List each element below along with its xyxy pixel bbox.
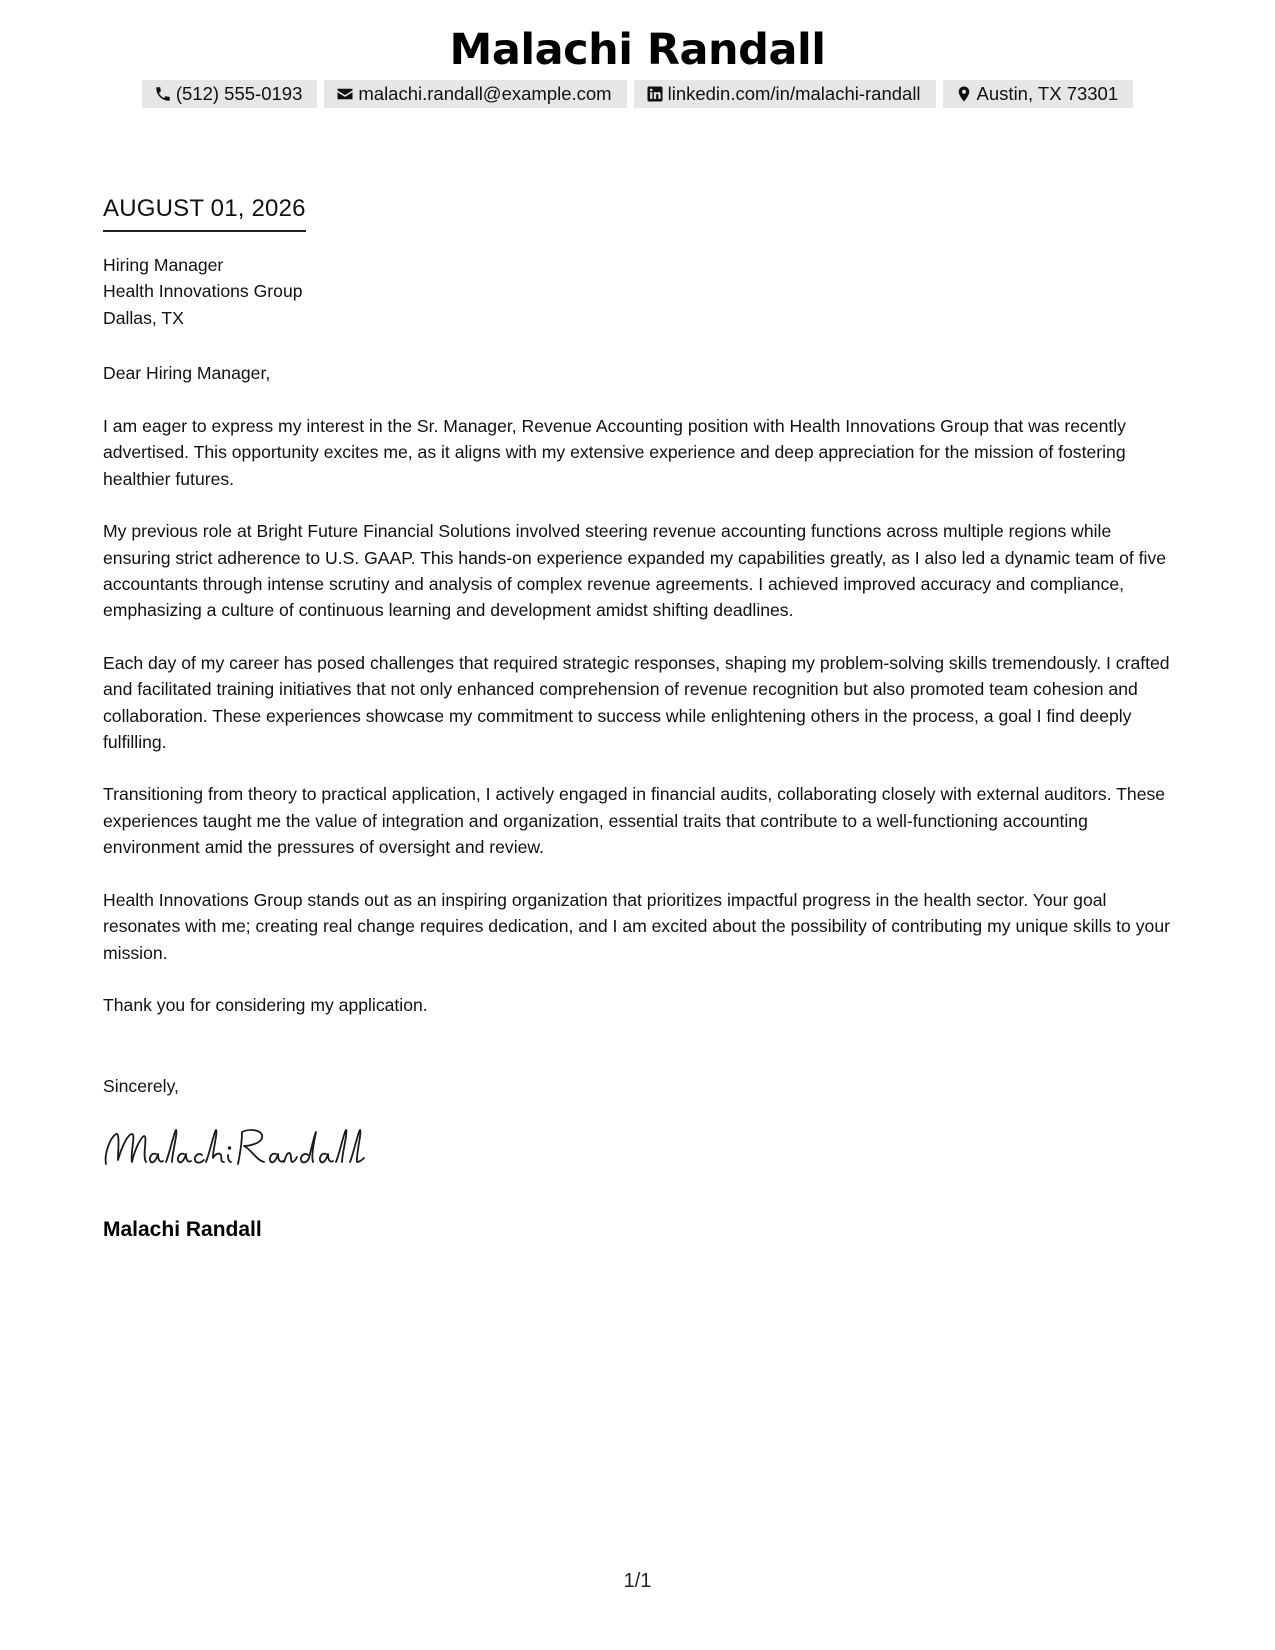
phone-text: (512) 555-0193 [175, 83, 303, 104]
location-pin-icon [955, 85, 973, 103]
salutation: Dear Hiring Manager, [103, 363, 271, 383]
contact-linkedin[interactable] [634, 80, 936, 108]
contact-phone[interactable] [142, 80, 318, 108]
linkedin-icon [646, 85, 664, 103]
recipient-company: Health Innovations Group [103, 281, 303, 302]
applicant-name: Malachi Randall [449, 25, 826, 75]
linkedin-text: linkedin.com/in/malachi-randall [667, 83, 921, 104]
signer-name: Malachi Randall [103, 1218, 262, 1241]
phone-icon [154, 85, 172, 103]
body-paragraph: Transitioning from theory to practical application, I actively engaged in financial audits, collaborating closely with external auditors. These experiences taught me the value of integration and organization, essential traits that contribute to a well-functioning accounting environment amid the pressures of oversight and review. [103, 784, 1166, 858]
contact-email[interactable] [324, 80, 626, 108]
closing: Sincerely, [103, 1076, 179, 1096]
body-paragraph: I am eager to express my interest in the Sr. Manager, Revenue Accounting position with Health Innovations Group that was recently advertised. This opportunity excites me, as it aligns with my extensive experience and deep appreciation for the mission of fostering healthier futures. [103, 416, 1126, 489]
location-text: Austin, TX 73301 [976, 83, 1119, 104]
envelope-icon [336, 85, 354, 103]
signature-image [100, 1124, 370, 1172]
recipient-title: Hiring Manager [103, 255, 224, 275]
body-paragraph: Each day of my career has posed challenges that required strategic responses, shaping my problem-solving skills tremendously. I crafted and facilitated training initiatives that not only enhanced comprehension of revenue recognition but also promoted team cohesion and collaboration. These experiences showcase my commitment to success while enlightening others in the process, a goal I find deeply fulfilling. [103, 652, 1170, 753]
page-indicator: 1/1 [623, 1570, 652, 1592]
letter-body [103, 413, 1178, 1044]
recipient-location: Dallas, TX [103, 307, 184, 328]
email-text: malachi.randall@example.com [358, 83, 612, 104]
recipient-block [103, 252, 1178, 331]
body-paragraph: Thank you for considering my application. [103, 994, 428, 1015]
contact-location [943, 80, 1134, 108]
letter-date: AUGUST 01, 2026 [103, 194, 306, 232]
body-paragraph: Health Innovations Group stands out as an inspiring organization that prioritizes impactful progress in the health sector. Your goal resonates with me; creating real change requires dedication, and I am excited about the possibility of contributing my unique skills to your mission. [103, 889, 1170, 963]
handwritten-signature [100, 1124, 370, 1177]
body-paragraph: My previous role at Bright Future Financial Solutions involved steering revenue accounting functions across multiple regions while ensuring strict adherence to U.S. GAAP. This hands-on experience expanded my capabilities greatly, as I also led a dynamic team of five accountants through intense scrutiny and analysis of complex revenue agreements. I achieved improved accuracy and compliance, emphasizing a culture of continuous learning and development amidst shifting deadlines. [103, 521, 1167, 621]
contact-bar [0, 80, 1275, 108]
